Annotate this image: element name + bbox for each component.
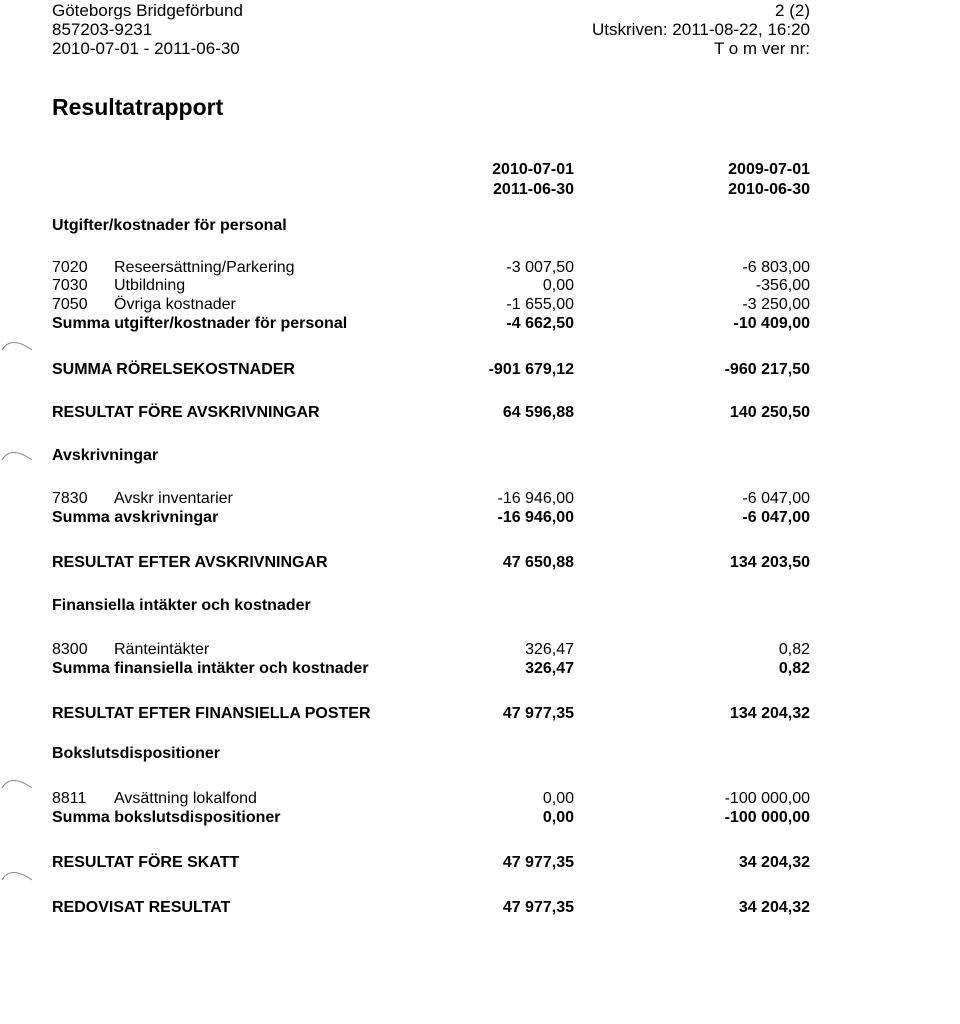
account-code: 7030	[52, 277, 88, 294]
account-code: 8811	[52, 790, 87, 807]
row-label: Summa bokslutsdispositioner	[52, 809, 281, 826]
previous-value: -100 000,00	[724, 790, 810, 807]
subtotal-row	[52, 314, 810, 334]
current-value: 0,00	[542, 809, 574, 826]
current-value: 47 650,88	[502, 554, 574, 571]
account-code: 7050	[52, 296, 88, 313]
account-row	[52, 789, 810, 809]
previous-value: 140 250,50	[729, 404, 810, 421]
row-label: REDOVISAT RESULTAT	[52, 899, 231, 916]
account-row	[52, 276, 810, 296]
previous-value: 34 204,32	[738, 899, 810, 916]
account-row	[52, 258, 810, 278]
total-row	[52, 898, 810, 918]
previous-value: 0,82	[778, 641, 810, 658]
report-period: 2010-07-01 - 2011-06-30	[52, 39, 240, 58]
page-number: 2 (2)	[775, 1, 810, 20]
account-name: Reseersättning/Parkering	[114, 259, 295, 276]
section-heading-bokslut: Bokslutsdispositioner	[52, 745, 221, 762]
account-row	[52, 640, 810, 660]
column-current-from: 2010-07-01	[492, 161, 574, 178]
margin-mark	[0, 448, 36, 462]
current-value: -3 007,50	[506, 259, 574, 276]
row-label: Summa avskrivningar	[52, 509, 219, 526]
row-label: RESULTAT EFTER FINANSIELLA POSTER	[52, 705, 371, 722]
column-previous-from: 2009-07-01	[728, 161, 810, 178]
version-number: T o m ver nr:	[713, 39, 810, 58]
current-value: 326,47	[525, 641, 574, 658]
total-row	[52, 553, 810, 573]
previous-value: -960 217,50	[724, 361, 810, 378]
previous-value: -6 047,00	[742, 490, 810, 507]
section-heading-finansiella: Finansiella intäkter och kostnader	[52, 597, 311, 614]
account-code: 7020	[52, 259, 88, 276]
current-value: 64 596,88	[502, 404, 574, 421]
previous-value: 0,82	[778, 660, 810, 677]
org-number: 857203-9231	[52, 20, 153, 39]
account-row	[52, 295, 810, 315]
previous-value: -6 047,00	[742, 509, 810, 526]
account-row	[52, 489, 810, 509]
previous-value: -356,00	[755, 277, 810, 294]
row-label: RESULTAT FÖRE AVSKRIVNINGAR	[52, 404, 320, 421]
account-name: Avsättning lokalfond	[114, 790, 257, 807]
current-value: -1 655,00	[506, 296, 574, 313]
previous-value: -6 803,00	[742, 259, 810, 276]
subtotal-row	[52, 808, 810, 828]
account-name: Utbildning	[114, 277, 186, 294]
org-name: Göteborgs Bridgeförbund	[52, 1, 243, 20]
current-value: 47 977,35	[502, 854, 574, 871]
previous-value: -10 409,00	[733, 315, 810, 332]
margin-mark	[0, 868, 36, 882]
current-value: -16 946,00	[497, 490, 574, 507]
total-row	[52, 360, 810, 380]
current-value: 47 977,35	[502, 899, 574, 916]
section-heading-personal: Utgifter/kostnader för personal	[52, 217, 287, 234]
current-value: 47 977,35	[502, 705, 574, 722]
row-label: SUMMA RÖRELSEKOSTNADER	[52, 361, 295, 378]
section-heading-avskrivningar: Avskrivningar	[52, 447, 159, 464]
total-row	[52, 853, 810, 873]
row-label: Summa finansiella intäkter och kostnader	[52, 660, 369, 677]
current-value: 0,00	[542, 277, 574, 294]
current-value: 0,00	[542, 790, 574, 807]
previous-value: 134 204,32	[729, 705, 810, 722]
previous-value: 34 204,32	[738, 854, 810, 871]
account-code: 7830	[52, 490, 88, 507]
total-row	[52, 403, 810, 423]
account-code: 8300	[52, 641, 88, 658]
margin-mark	[0, 776, 36, 790]
previous-value: -3 250,00	[742, 296, 810, 313]
row-label: Summa utgifter/kostnader för personal	[52, 315, 348, 332]
page-title: Resultatrapport	[52, 94, 224, 120]
row-label: RESULTAT EFTER AVSKRIVNINGAR	[52, 554, 328, 571]
current-value: -16 946,00	[497, 509, 574, 526]
account-name: Avskr inventarier	[114, 490, 233, 507]
total-row	[52, 704, 810, 724]
column-previous-to: 2010-06-30	[728, 181, 810, 198]
account-name: Övriga kostnader	[114, 296, 236, 313]
margin-mark	[0, 338, 36, 352]
current-value: 326,47	[525, 660, 574, 677]
printed-timestamp: Utskriven: 2011-08-22, 16:20	[592, 20, 810, 39]
previous-value: 134 203,50	[729, 554, 810, 571]
current-value: -901 679,12	[488, 361, 574, 378]
account-name: Ränteintäkter	[114, 641, 210, 658]
column-current-to: 2011-06-30	[493, 181, 574, 198]
subtotal-row	[52, 659, 810, 679]
current-value: -4 662,50	[506, 315, 574, 332]
subtotal-row	[52, 508, 810, 528]
previous-value: -100 000,00	[724, 809, 810, 826]
row-label: RESULTAT FÖRE SKATT	[52, 854, 240, 871]
